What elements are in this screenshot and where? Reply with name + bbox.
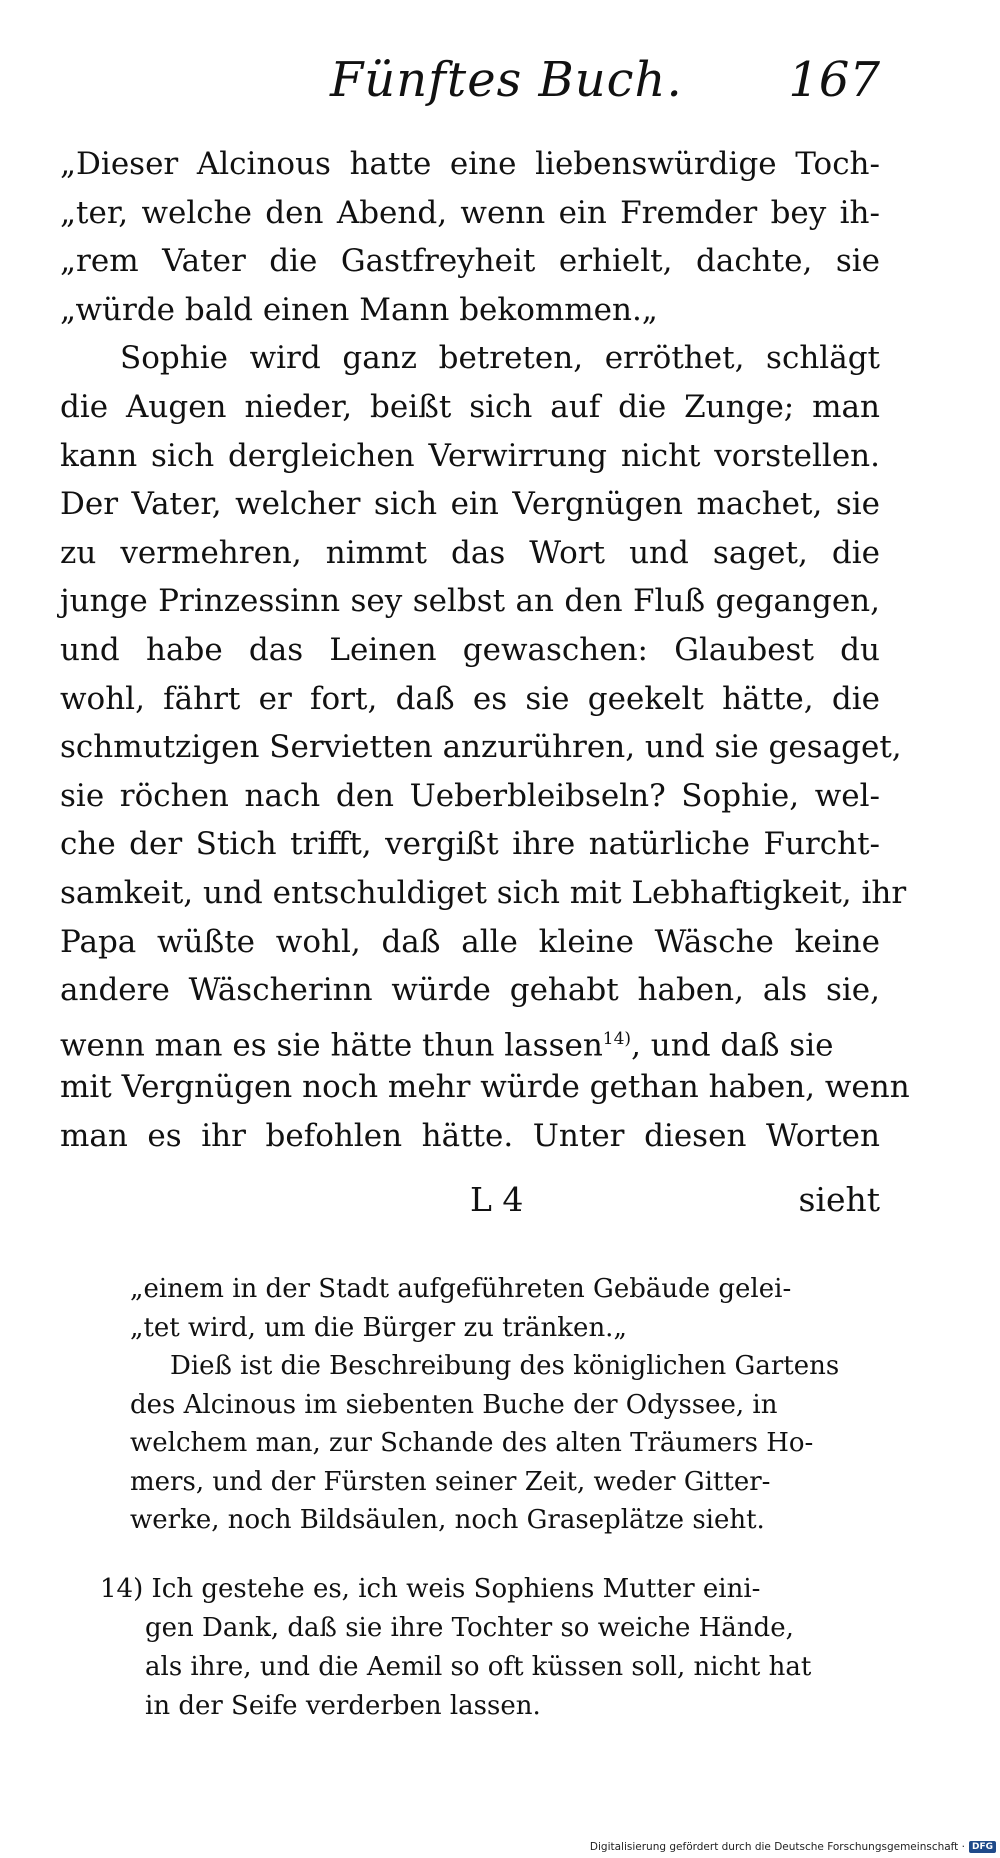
body-line: andere Wäscherinn würde gehabt haben, als sie, xyxy=(60,972,880,1009)
body-line: „ter, welche den Abend, wenn ein Fremder bey ih- xyxy=(60,194,880,231)
body-line: „Dieser Alcinous hatte eine liebenswürdige Toch- xyxy=(60,146,880,182)
footnote-14 xyxy=(100,1570,880,1726)
body-line: die Augen nieder, beißt sich auf die Zunge; man xyxy=(60,388,880,425)
body-line: schmutzigen Servietten anzurühren, und sie gesaget, xyxy=(60,729,902,766)
note-line: des Alcinous im siebenten Buche der Odyssee, in xyxy=(130,1389,778,1420)
note-line: werke, noch Bildsäulen, noch Graseplätze sieht. xyxy=(130,1505,765,1535)
catchword: sieht xyxy=(798,1180,880,1219)
footnote-line: gen Dank, daß sie ihre Tochter so weiche Hände, xyxy=(145,1613,794,1643)
body-line: und habe das Leinen gewaschen: Glaubest du xyxy=(60,631,880,668)
body-line-text: wenn man es sie hätte thun lassen xyxy=(60,1027,603,1064)
footnote-first-line xyxy=(100,1570,880,1609)
footnote-line: als ihre, und die Aemil so oft küssen soll, nicht hat xyxy=(145,1652,812,1682)
body-line-tail: , und daß sie xyxy=(631,1027,834,1064)
note-line: Dieß ist die Beschreibung des königlichen Gartens xyxy=(170,1351,840,1381)
footnote-line: in der Seife verderben lassen. xyxy=(145,1691,541,1721)
footnote-ref-marker: 14) xyxy=(602,1028,632,1049)
note-line: „tet wird, um die Bürger zu tränken.„ xyxy=(130,1312,627,1343)
body-line: Der Vater, welcher sich ein Vergnügen machet, sie xyxy=(60,486,880,523)
catch-row xyxy=(60,1180,880,1226)
note-line: welchem man, zur Schande des alten Träumers Ho- xyxy=(130,1428,814,1458)
body-line: samkeit, und entschuldiget sich mit Lebhaftigkeit, ihr xyxy=(60,874,907,911)
credit-text: Digitalisierung gefördert durch die Deutsche Forschungsgemeinschaft · xyxy=(589,1841,965,1853)
footnote-marker: 14) xyxy=(100,1574,144,1604)
signature-mark: L 4 xyxy=(470,1180,524,1219)
running-title: Fünftes Buch. xyxy=(330,52,683,108)
body-line: sie röchen nach den Ueberbleibseln? Sophie, wel- xyxy=(60,777,880,814)
body-line: junge Prinzessinn sey selbst an den Fluß gegangen, xyxy=(60,583,880,620)
footnote-line: Ich gestehe es, ich weis Sophiens Mutter eini- xyxy=(151,1574,761,1604)
body-line: Papa wüßte wohl, daß alle kleine Wäsche keine xyxy=(60,923,880,960)
body-line: mit Vergnügen noch mehr würde gethan haben, wenn xyxy=(60,1069,910,1106)
body-line-with-footnote-ref xyxy=(60,1015,880,1064)
body-line: Sophie wird ganz betreten, erröthet, schlägt xyxy=(120,340,880,377)
running-head xyxy=(330,52,880,122)
body-line: zu vermehren, nimmt das Wort und saget, die xyxy=(60,534,880,571)
dfg-logo: DFG xyxy=(969,1841,996,1853)
body-line: „würde bald einen Mann bekommen.„ xyxy=(60,291,658,328)
body-line: kann sich dergleichen Verwirrung nicht vorstellen. xyxy=(60,437,880,474)
continued-note xyxy=(130,1270,880,1540)
body-line: wohl, fährt er fort, daß es sie geekelt hätte, die xyxy=(60,680,880,717)
digitization-credit xyxy=(590,1838,996,1856)
note-line: „einem in der Stadt aufgeführeten Gebäude gelei- xyxy=(130,1274,792,1304)
body-line: man es ihr befohlen hätte. Unter diesen Worten xyxy=(60,1117,880,1154)
page-number: 167 xyxy=(788,52,880,108)
body-text xyxy=(60,140,910,1160)
note-line: mers, und der Fürsten seiner Zeit, weder Gitter- xyxy=(130,1466,771,1497)
body-line: che der Stich trifft, vergißt ihre natürliche Furcht- xyxy=(60,826,880,863)
body-line: „rem Vater die Gastfreyheit erhielt, dachte, sie xyxy=(60,243,880,280)
